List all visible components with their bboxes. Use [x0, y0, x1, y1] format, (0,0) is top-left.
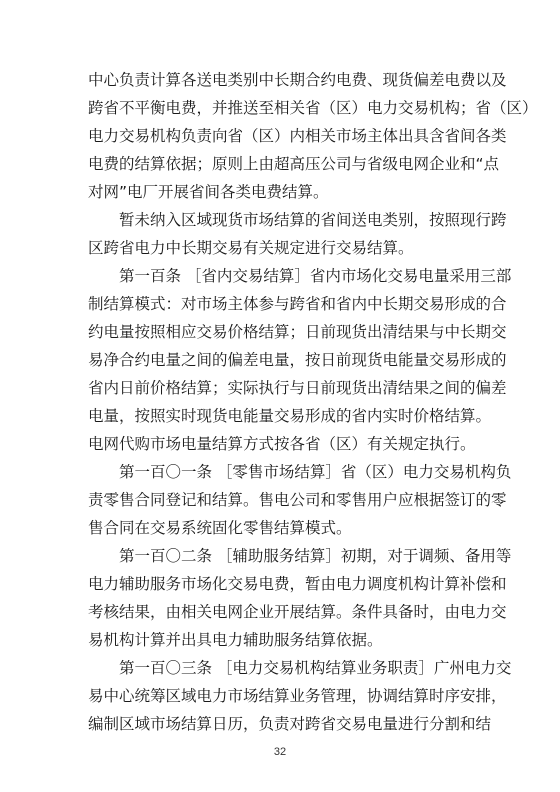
article-100-heading-line: 第一百条 ［省内交易结算］省内市场化交易电量采用三部 [119, 267, 512, 285]
text-line-24: 编制区域市场结算日历，负责对跨省交易电量进行分割和结 [88, 715, 492, 733]
text-line-1: 中心负责计算各送电类别中长期合约电费、现货偏差电费以及 [88, 71, 507, 89]
text-line-14: 电网代购市场电量结算方式按各省（区）有关规定执行。 [88, 435, 476, 453]
text-line-21: 易机构计算并出具电力辅助服务结算依据。 [88, 631, 383, 649]
text-line-7: 区跨省电力中长期交易有关规定进行交易结算。 [88, 239, 414, 257]
text-line-11: 易净合约电量之间的偏差电量，按日前现货电能量交易形成的 [88, 351, 507, 369]
text-line-19: 电力辅助服务市场化交易电费，暂由电力调度机构计算补偿和 [88, 575, 507, 593]
article-102-heading-line: 第一百〇二条 ［辅助服务结算］初期，对于调频、备用等 [119, 547, 512, 565]
text-line-4: 电费的结算依据；原则上由超高压公司与省级电网企业和“点 [88, 155, 500, 173]
text-line-5: 对网”电厂开展省间各类电费结算。 [88, 183, 329, 201]
article-101-heading-line: 第一百〇一条 ［零售市场结算］省（区）电力交易机构负 [119, 463, 512, 481]
page-number: 32 [273, 746, 287, 758]
text-line-17: 售合同在交易系统固化零售结算模式。 [88, 519, 352, 537]
text-line-10: 约电量按照相应交易价格结算；日前现货出清结果与中长期交 [88, 323, 507, 341]
text-line-6: 暂未纳入区域现货市场结算的省间送电类别，按照现行跨 [119, 211, 507, 229]
text-line-12: 省内日前价格结算；实际执行与日前现货出清结果之间的偏差 [88, 379, 507, 397]
article-103-heading-line: 第一百〇三条 ［电力交易机构结算业务职责］广州电力交 [119, 659, 512, 677]
text-line-3: 电力交易机构负责向省（区）内相关市场主体出具含省间各类 [88, 127, 507, 145]
text-line-20: 考核结果，由相关电网企业开展结算。条件具备时，由电力交 [88, 603, 507, 621]
text-line-16: 责零售合同登记和结算。售电公司和零售用户应根据签订的零 [88, 491, 507, 509]
text-line-2: 跨省不平衡电费，并推送至相关省（区）电力交易机构；省（区） [88, 99, 538, 117]
text-line-9: 制结算模式：对市场主体参与跨省和省内中长期交易形成的合 [88, 295, 507, 313]
text-line-23: 易中心统筹区域电力市场结算业务管理，协调结算时序安排， [88, 687, 507, 705]
text-line-13: 电量，按照实时现货电能量交易形成的省内实时价格结算。 [88, 407, 492, 425]
